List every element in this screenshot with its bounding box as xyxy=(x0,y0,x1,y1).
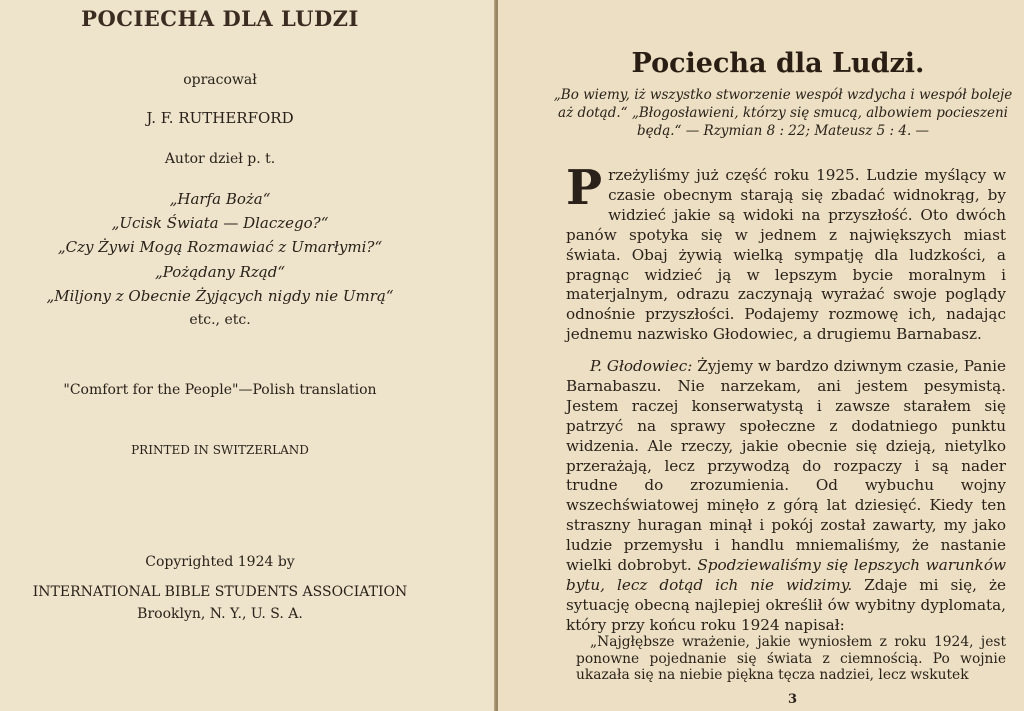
right-page xyxy=(498,0,1024,711)
paragraph-text: Żyjemy w bardzo dziwnym czasie, Panie Barnabaszu. Nie narzekam, ani jestem pesymistą. Jestem raczej konserwatystą i zawsze starałem się patrzyć na sprawy społeczne z dodatniego punktu widzenia. Ale rzeczy, jakie obecnie się dzieją, nietylko przerażają, lecz przywodzą do rozpaczy i są nader trudne do zrozumienia. Od wybuchu wojny wszechświatowej minęło z górą lat dziesięć. Kiedy ten straszny huragan minął i pokój został zawarty, my jako ludzie przemysłu i handlu mniemaliśmy, że nastanie wielki dobrobyt. xyxy=(566,357,1007,575)
publisher-location: Brooklyn, N. Y., U. S. A. xyxy=(137,606,303,622)
publisher-name: INTERNATIONAL BIBLE STUDENTS ASSOCIATION xyxy=(32,584,408,600)
paragraph-text: rzeżyliśmy już część roku 1925. Ludzie myślący w czasie obecnym starają się zbadać widnokrąg, by widzieć jakie są widoki na przyszłość. Oto dwóch panów spotyka się w jednem z największych miast świata. Obaj żywią wielką sympatję dla ludzkości, a pragnąc widzieć ją w lepszym bycie moralnym i materjalnym, odrazu zaczynają wyrażać swoje poglądy odnośnie przyszłości. Podajemy rozmowę ich, nadając jednemu nazwisko Głodowiec, a drugiemu Barnabasz. xyxy=(566,166,1006,344)
dialogue-paragraph xyxy=(566,357,1006,636)
right-title: Pociecha dla Ludzi. xyxy=(631,48,925,79)
emphasis-text: Spodziewaliśmy się lepszych warunków bytu, lecz dotąd ich nie widzimy. xyxy=(566,556,1006,594)
work-title: „Czy Żywi Mogą Rozmawiać z Umarłymi?“ xyxy=(57,238,383,256)
printed-note: PRINTED IN SWITZERLAND xyxy=(131,443,309,457)
translation-note: "Comfort for the People"—Polish translation xyxy=(63,382,377,398)
paragraph-text: Zdaje mi się, że sytuację obecną najlepiej określił ów wybitny dyplomata, który przy końcu roku 1924 napisał: xyxy=(566,575,1006,634)
work-title: „Ucisk Świata — Dlaczego?“ xyxy=(111,214,329,232)
page-number: 3 xyxy=(788,692,798,707)
prepared-by: opracował xyxy=(183,72,257,88)
works-intro: Autor dzieł p. t. xyxy=(164,151,276,167)
work-title: „Miljony z Obecnie Żyjących nigdy nie Umrą“ xyxy=(46,287,394,305)
block-quote: „Najgłębsze wrażenie, jakie wyniosłem z roku 1924, jest ponowne pojednanie się świata z ciemnością. Po wojnie ukazała się na niebie piękna tęcza nadziei, lecz wskutek xyxy=(576,634,1006,683)
author-name: J. F. RUTHERFORD xyxy=(146,109,294,127)
etc-text: etc., etc. xyxy=(189,312,251,328)
speaker-name: P. Głodowiec: xyxy=(590,357,693,375)
first-paragraph xyxy=(566,160,1006,345)
work-title: „Harfa Boża“ xyxy=(169,190,271,208)
left-title: POCIECHA DLA LUDZI xyxy=(81,6,359,31)
drop-cap: P xyxy=(566,160,603,216)
motto-quote: „Bo wiemy, iż wszystko stworzenie wespół wzdycha i wespół boleje aż dotąd.“ „Błogosławieni, którzy się smucą, albowiem pocieszeni będą.“ — Rzymian 8 : 22; Mateusz 5 : 4. — xyxy=(553,87,1013,139)
work-title: „Pożądany Rząd“ xyxy=(155,263,285,281)
copyright-line: Copyrighted 1924 by xyxy=(145,554,295,570)
left-page xyxy=(0,0,496,711)
